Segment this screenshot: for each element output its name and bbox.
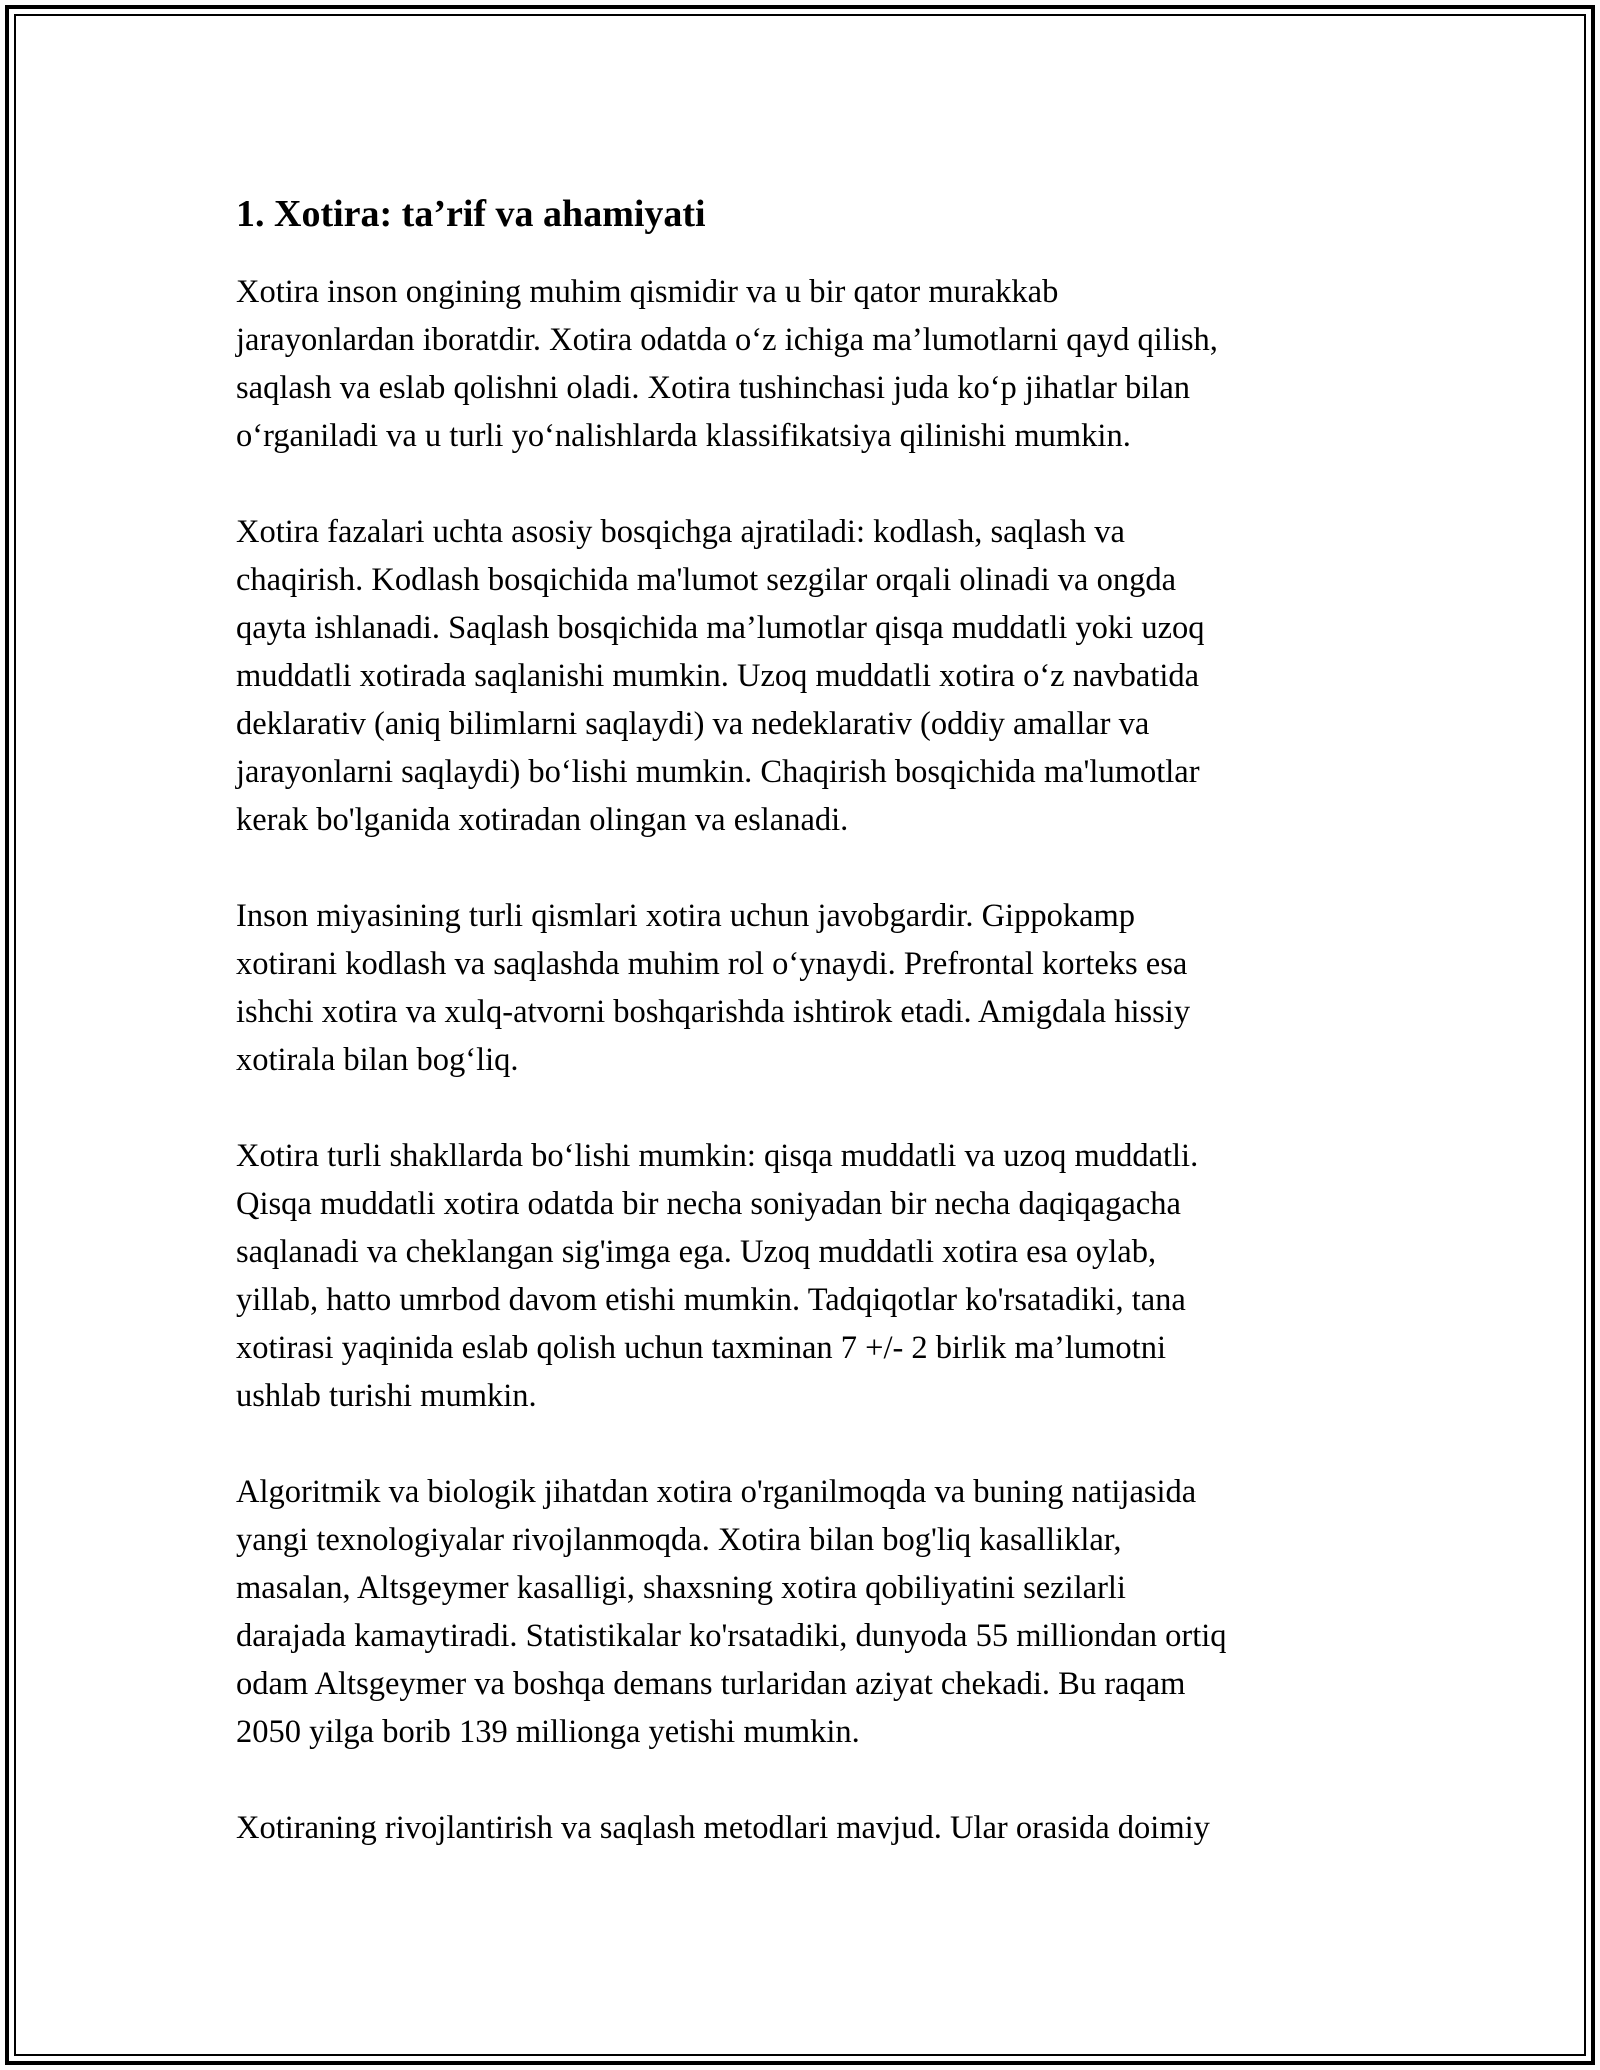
paragraph-research-diseases: Algoritmik va biologik jihatdan xotira o'rganilmoqda va buning natijasida yangi texnologiyalar rivojlanmoqda. Xotira bilan bog'liq kasalliklar, masalan, Altsgeymer kasalligi, shaxsning xotira qobiliyatini sezilarli darajada kamaytiradi. Statistikalar ko'rsatadiki, dunyoda 55 milliondan ortiq odam Altsgeymer va boshqa demans turlaridan aziyat chekadi. Bu raqam 2050 yilga borib 139 millionga yetishi mumkin. — [236, 1474, 1227, 1750]
paragraph-definition: Xotira inson ongining muhim qismidir va u bir qator murakkab jarayonlardan iboratdir. Xotira odatda o‘z ichiga ma’lumotlarni qayd qilish, saqlash va eslab qolishni oladi. Xotira tushinchasi juda ko‘p jihatlar bilan o‘rganiladi va u turli yo‘nalishlarda klassifikatsiya qilinishi mumkin. — [236, 274, 1218, 454]
paragraph-phases: Xotira fazalari uchta asosiy bosqichga ajratiladi: kodlash, saqlash va chaqirish. Kodlash bosqichida ma'lumot sezgilar orqali olinadi va ongda qayta ishlanadi. Saqlash bosqichida ma’lumotlar qisqa muddatli yoki uzoq muddatli xotirada saqlanishi mumkin. Uzoq muddatli xotira o‘z navbatida deklarativ (aniq bilimlarni saqlaydi) va nedeklarativ (oddiy amallar va jarayonlarni saqlaydi) bo‘lishi mumkin. Chaqirish bosqichida ma'lumotlar kerak bo'lganida xotiradan olingan va eslanadi. — [236, 514, 1205, 838]
section-heading: 1. Xotira: ta’rif va ahamiyati — [236, 193, 706, 235]
paragraph-memory-types: Xotira turli shakllarda bo‘lishi mumkin: qisqa muddatli va uzoq muddatli. Qisqa muddatli xotira odatda bir necha soniyadan bir necha daqiqagacha saqlanadi va cheklangan sig'imga ega. Uzoq muddatli xotira esa oylab, yillab, hatto umrbod davom etishi mumkin. Tadqiqotlar ko'rsatadiki, tana xotirasi yaqinida eslab qolish uchun taxminan 7 +/- 2 birlik ma’lumotni ushlab turishi mumkin. — [236, 1138, 1199, 1414]
document-body — [236, 186, 1366, 1900]
paragraph-methods: Xotiraning rivojlantirish va saqlash metodlari mavjud. Ular orasida doimiy — [236, 1810, 1210, 1846]
paragraph-brain-regions: Inson miyasining turli qismlari xotira uchun javobgardir. Gippokamp xotirani kodlash va saqlashda muhim rol o‘ynaydi. Prefrontal korteks esa ishchi xotira va xulq-atvorni boshqarishda ishtirok etadi. Amigdala hissiy xotirala bilan bog‘liq. — [236, 898, 1191, 1078]
